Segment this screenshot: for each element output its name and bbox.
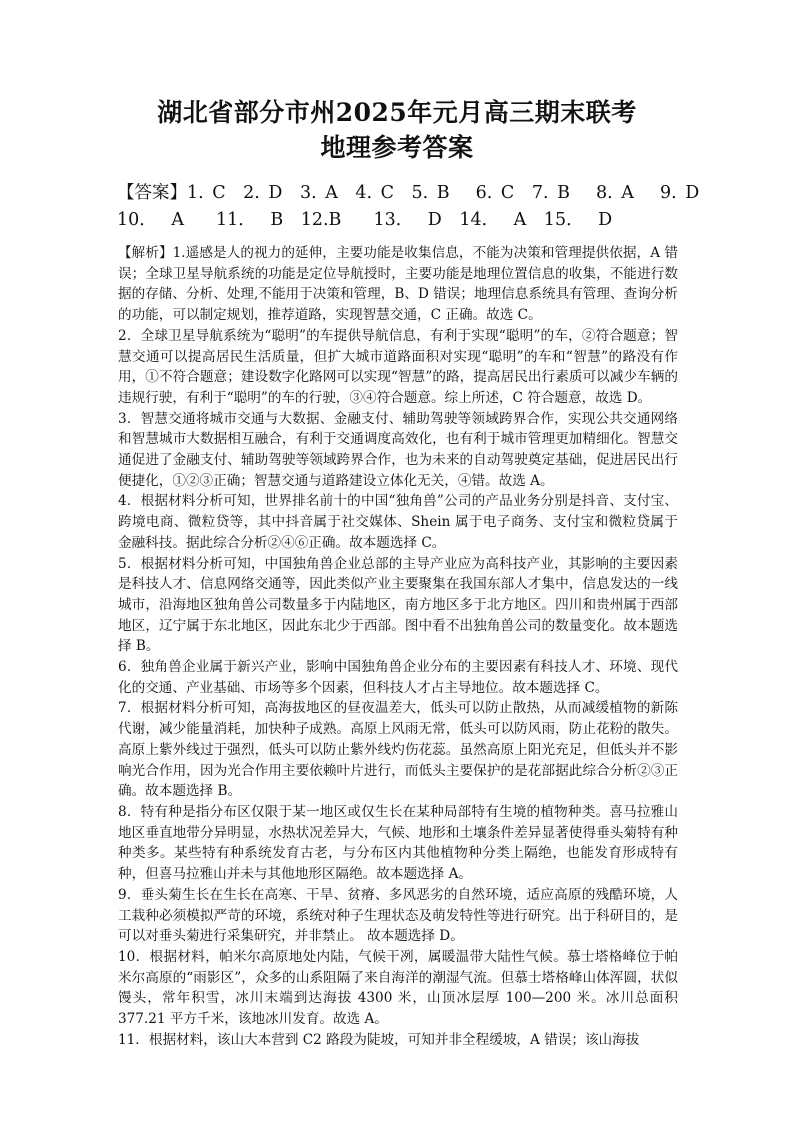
explanation-paragraph: 10．根据材料，帕米尔高原地处内陆，气候干冽，属暖温带大陆性气候。慕士塔格峰位于帕米尔高原的“雨影区”，众多的山系阻隔了来自海洋的潮湿气流。但慕士塔格峰山体浑圆，状似馒头，常年积雪，冰川末端到达海拔 4300 米，山顶冰层厚 100—200 米。冰川总面积 377.21 平方千米，该地冰川发育。故选 A。	[118, 948, 678, 1028]
explanation-paragraph: 2．全球卫星导航系统为“聪明”的车提供导航信息，有利于实现“聪明”的车，②符合题意；智慧交通可以提高居民生活质量，但扩大城市道路面积对实现“聪明”的车和“智慧”的路没有作用，①不符合题意；建设数字化路网可以实现“智慧”的路，提高居民出行素质可以减少车辆的违规行驶，有利于“聪明”的车的行驶，③④符合题意。综上所述，C 符合题意，故选 D。	[118, 327, 678, 406]
page-subtitle: 地理参考答案	[320, 133, 474, 162]
explanation-paragraph: 11．根据材料，该山大本营到 C2 路段为陡坡，可知并非全程缓坡，A 错误；该山海拔	[118, 1031, 640, 1048]
explanation-paragraph: 4．根据材料分析可知，世界排名前十的中国“独角兽”公司的产品业务分别是抖音、支付宝、跨境电商、微粒贷等，其中抖音属于社交媒体、Shein 属于电子商务、支付宝和微粒贷属于金融科技。据此综合分析②④⑥正确。故本题选择 C。	[118, 493, 678, 551]
explanation-paragraph: 5．根据材料分析可知，中国独角兽企业总部的主导产业应为高科技产业，其影响的主要因素是科技人才、信息网络交通等，因此类似产业主要聚集在我国东部人才集中，信息发达的一线城市，沿海地区独角兽公司数量多于内陆地区，南方地区多于北方地区。四川和贵州属于西部地区，辽宁属于东北地区，因此东北少于西部。图中看不出独角兽公司的数量变化。故本题选择 B。	[118, 555, 678, 655]
explanation-paragraph: 【解析】1.遥感是人的视力的延伸，主要功能是收集信息，不能为决策和管理提供依据，A 错误；全球卫星导航系统的功能是定位导航授时，主要功能是地理位置信息的收集，不能进行数据的存储、分析、处理,不能用于决策和管理，B、D 错误；地理信息系统具有管理、查询分析的功能，可以制定规划，推荐道路，实现智慧交通，C 正确。故选 C。	[118, 245, 678, 324]
page-title: 湖北省部分市州2025年元月高三期末联考	[157, 98, 637, 127]
explanation-paragraph: 3．智慧交通将城市交通与大数据、金融支付、辅助驾驶等领域跨界合作，实现公共交通网络和智慧城市大数据相互融合，有利于交通调度高效化，也有利于城市管理更加精细化。智慧交通促进了金融支付、辅助驾驶等领域跨界合作，也为未来的自动驾驶奠定基础，促进居民出行便捷化，①②③正确；智慧交通与道路建设立体化无关，④错。故选 A。	[118, 410, 678, 489]
answer-key-line-2: 10． A 11． B 12.B 13． D 14． A 15． D	[117, 210, 613, 230]
explanation-paragraph: 9．垂头菊生长在生长在高寒、干旱、贫瘠、多风恶劣的自然环境，适应高原的残酷环境，人工栽种必须模拟严苛的环境，系统对种子生理状态及萌发特性等进行研究。出于科研目的，是可以对垂头菊进行采集研究，并非禁止。 故本题选择 D。	[118, 886, 678, 945]
answer-key-line-1: 【答案】1. C 2. D 3. A 4. C 5. B 6. C 7. B 8. A 9. D	[117, 183, 700, 203]
explanation-paragraph: 6．独角兽企业属于新兴产业，影响中国独角兽企业分布的主要因素有科技人才、环境、现代化的交通、产业基础、市场等多个因素，但科技人才占主导地位。故本题选择 C。	[118, 659, 678, 696]
explanation-paragraph: 7．根据材料分析可知，高海拔地区的昼夜温差大，低头可以防止散热，从而减缓植物的新陈代谢，减少能量消耗，加快种子成熟。高原上风雨无常，低头可以防风雨，防止花粉的散失。高原上紫外线过于强烈，低头可以防止紫外线灼伤花蕊。虽然高原上阳光充足，但低头并不影响光合作用，因为光合作用主要依赖叶片进行，而低头主要保护的是花部据此综合分析②③正确。故本题选择 B。	[118, 700, 678, 800]
answer-key	[117, 180, 700, 234]
explanation-body	[118, 243, 678, 1050]
explanation-paragraph: 8．特有种是指分布区仅限于某一地区或仅生长在某种局部特有生境的植物种类。喜马拉雅山地区垂直地带分异明显，水热状况差异大，气候、地形和土壤条件差异显著使得垂头菊特有种种类多。某些特有种系统发育古老，与分布区内其他植物种分类上隔绝，也能发育形成特有种，但喜马拉雅山并未与其他地形区隔绝。故本题选择 A。	[118, 803, 678, 883]
